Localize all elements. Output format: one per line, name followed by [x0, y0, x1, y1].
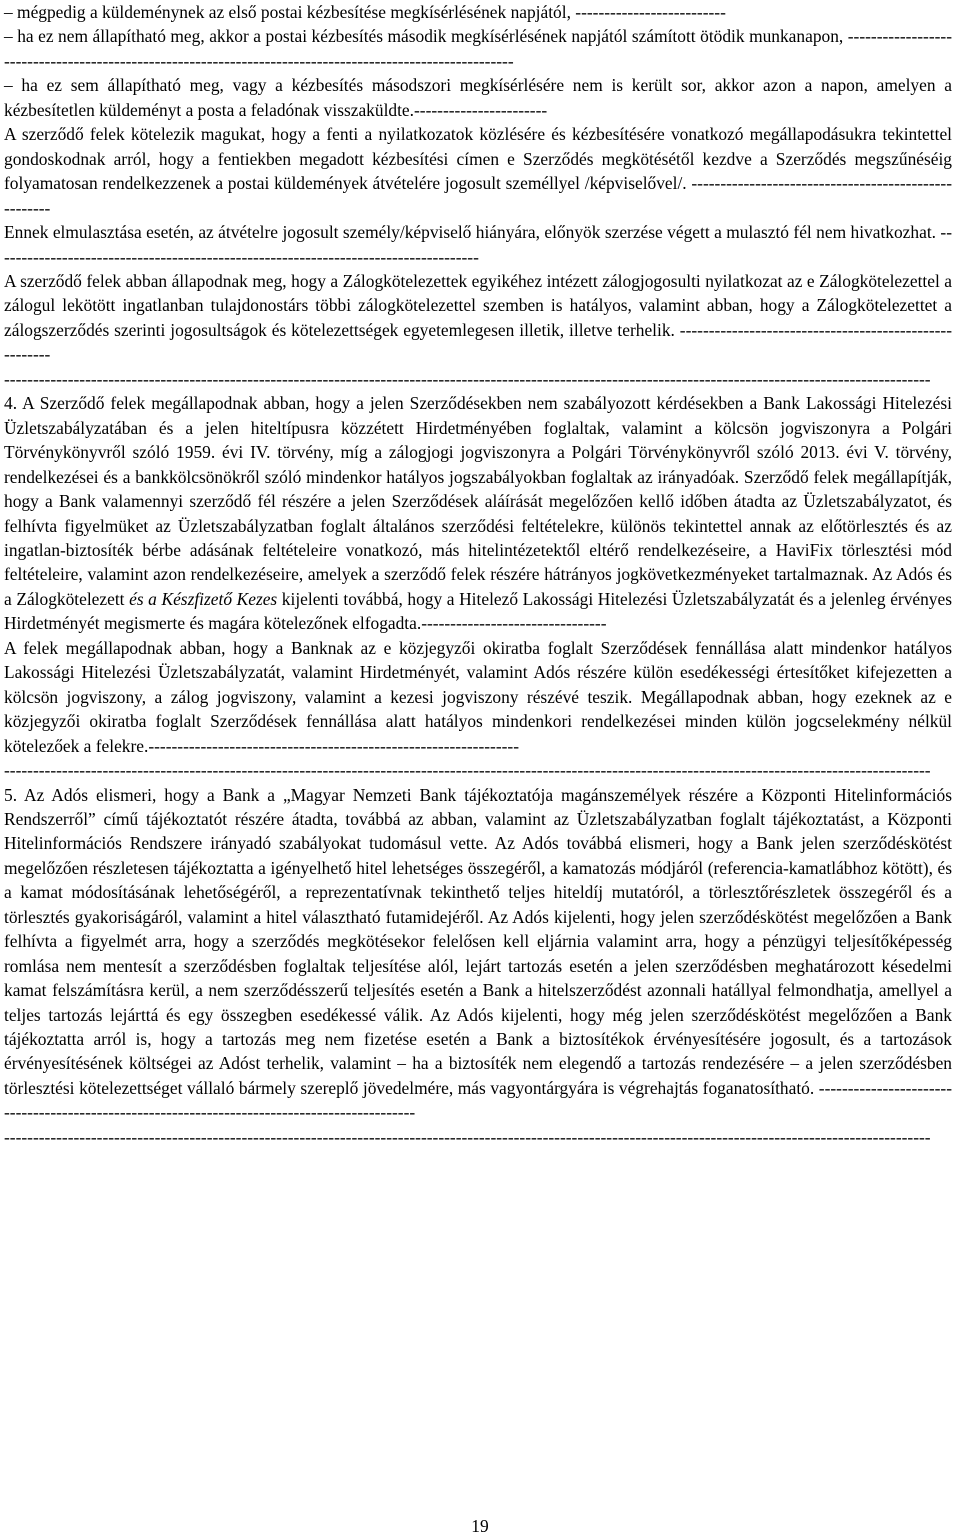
failure-paragraph: Ennek elmulasztása esetén, az átvételre jogosult személy/képviselő hiányára, előnyök szerzése végett a mulasztó fél nem hivatkozhat. ------------------------------------------------------------------------------------: [4, 222, 952, 267]
notification-paragraph: A szerződő felek kötelezik magukat, hogy a fenti a nyilatkozatok közlésére és kézbesítésére vonatkozó megállapodásukra tekintettel gondoskodnak arról, hogy a fentiekben megadott kézbesítési címen e Szerződés megkötésétől kezdve a Szerződés megszűnéséig folyamatosan rendelkezzenek a postai küldemények átvételére jogosult személlyel /képviselővel/. -----------------------------------------------------: [4, 124, 952, 218]
section-4-italic-text: és a Készfizető Kezes: [129, 588, 278, 609]
section-4-text-b: kijelenti továbbá, hogy a Hitelező Lakossági Hitelezési Üzletszabályzatát és a jelenleg érvényes Hirdetményét megismerte és magára kötelezőnek elfogadta.--------------------------------: [4, 588, 952, 634]
delivery-condition-third: – ha ez sem állapítható meg, vagy a kézbesítés másodszori megkísérlésére nem is került sor, akkor azon a napon, amelyen a kézbesítetlen küldeményt a posta a feladónak visszaküldte.-----------------------: [4, 75, 952, 120]
section-4-paragraph: [4, 391, 952, 636]
separator-line: ----------------------------------------------------------------------------------------------------------------------------------------------------------------: [4, 368, 931, 389]
separator-line: ----------------------------------------------------------------------------------------------------------------------------------------------------------------: [4, 1126, 931, 1147]
page-number: 19: [471, 1516, 489, 1536]
section-4-text-a: 4. A Szerződő felek megállapodnak abban, hogy a jelen Szerződésekben nem szabályozott kérdésekben a Bank Lakossági Hitelezési Üzletszabályzatában és a jelen hiteltípusra közzétett Hirdetményében foglaltak, valamint a kölcsön jogviszonyra a Polgári Törvénykönyvről szóló 1959. évi IV. törvény, míg a zálogjogi jogviszonyra a Polgári Törvénykönyvről szóló 2013. évi V. törvény, rendelkezései és a bankkölcsönökről szóló mindenkor hatályos jogszabályokban foglaltak az irányadóak. Szerződő felek megállapítják, hogy a Bank valamennyi szerződő fél részére a jelen Szerződések aláírását megelőzően kellő időben átadta az Üzletszabályzatot, és felhívta figyelmüket az Üzletszabályzatban foglalt általános szerződési feltételekre, különös tekintettel annak az előtörlesztés és az ingatlan-biztosíték bérbe adásának feltételeire vonatkozó, más hitelintézetektől eltérő rendelkezéseire, a HaviFix törlesztési mód feltételeire, valamint azon rendelkezéseire, amelyek a szerződő felek részére hátrányos jogkövetkezményeket tartalmaznak. Az Adós és a Zálogkötelezett: [4, 393, 952, 609]
section-4-terms-paragraph: A felek megállapodnak abban, hogy a Banknak az e közjegyzői okiratba foglalt Szerződések fennállása alatt mindenkor hatályos Lakossági Hitelezési Üzletszabályzatát, valamint Hirdetményét, valamint Adós részére külön esedékességi értesítőket kifejezetten a kölcsön jogviszony, a zálog jogviszony, valamint a kezesi jogviszony részévé teszik. Megállapodnak abban, hogy ezeknek az e közjegyzői okiratba foglalt Szerződések fennállása alatt hatályos mindenkori rendelkezései minden külön jogcselekmény nélkül kötelezőek a felekre.----------------------------------------------------------------: [4, 637, 952, 756]
delivery-condition-first: – mégpedig a küldeménynek az első postai kézbesítése megkísérlésének napjától, --------------------------: [4, 2, 726, 22]
pledge-paragraph: A szerződő felek abban állapodnak meg, hogy a Zálogkötelezettek egyikéhez intézett zálogjogosulti nyilatkozat az e Zálogkötelezettel a zálogul lekötött ingatlanban tulajdonostárs többi zálogkötelezettel szemben is hatályos, valamint abban, hogy a Zálogkötelezettet a zálogszerződés szerinti jogosultságok és kötelezettségek egyetemlegesen illetik, illetve terhelik. -------------------------------------------------------: [4, 270, 952, 365]
document-body: [4, 0, 952, 1149]
section-5-paragraph: 5. Az Adós elismeri, hogy a Bank a „Magyar Nemzeti Bank tájékoztatója magánszemélyek részére a Központi Hitelinformációs Rendszerről” című tájékoztatót részére átadta, továbbá az abban, valamint az Üzletszabályzatban foglalt tájékoztatást, a Központi Hitelinformációs Rendszere irányadó szabályokat tudomásul vette. Az Adós továbbá elismeri, hogy a Bank jelen szerződéskötést megelőzően részletesen tájékoztatta a igényelhető hitel lehetséges összegéről, a kamatozás módjáról (referencia-kamatlábhoz kötött), és a kamat módosításának lehetőségéről, a reprezentatívnak tekinthető teljes hiteldíj mutatóról, a törlesztőrészletek összegéről és a törlesztés gyakoriságáról, valamint a hitel választható futamidejéről. Az Adós kijelenti, hogy jelen szerződéskötést megelőzően a Bank felhívta a figyelmét arra, hogy a szerződés megkötésekor felelősen kell eljárnia valamint arra, hogy a pénzügyi teljesítőképesség romlása nem mentesít a szerződésben foglaltak teljesítése alól, lejárt tartozás esetén a jelen szerződésben meghatározott késedelmi kamat felszámításra kerül, a nem szerződésszerű teljesítés esetén a Bank a hitelszerződést azonnali hatállyal felmondhatja, amellyel a teljes tartozás lejárttá és egy összegben esedékessé válik. Az Adós kijelenti, hogy még jelen szerződéskötést megelőzően a Bank tájékoztatta arról is, hogy a tartozás meg nem fizetése esetén a Bank a biztosítékok érvényesítésére jogosult, és a tartozások érvényesítésének költségei az Adóst terhelik, valamint – ha a biztosíték nem elegendő a tartozás rendezésére – a jelen szerződésben törlesztési kötelezettséget vállaló bármely szereplő jövedelmére, más vagyontárgyára is végrehajtás foganatosítható. ----------------------------------------------------------------------------------------------: [4, 784, 952, 1123]
separator-line: ----------------------------------------------------------------------------------------------------------------------------------------------------------------: [4, 760, 931, 781]
delivery-condition-second: – ha ez nem állapítható meg, akkor a postai kézbesítés második megkísérlésének napjától számított ötödik munkanapon, ----------------------------------------------------------------------------------------------------------: [4, 26, 952, 71]
